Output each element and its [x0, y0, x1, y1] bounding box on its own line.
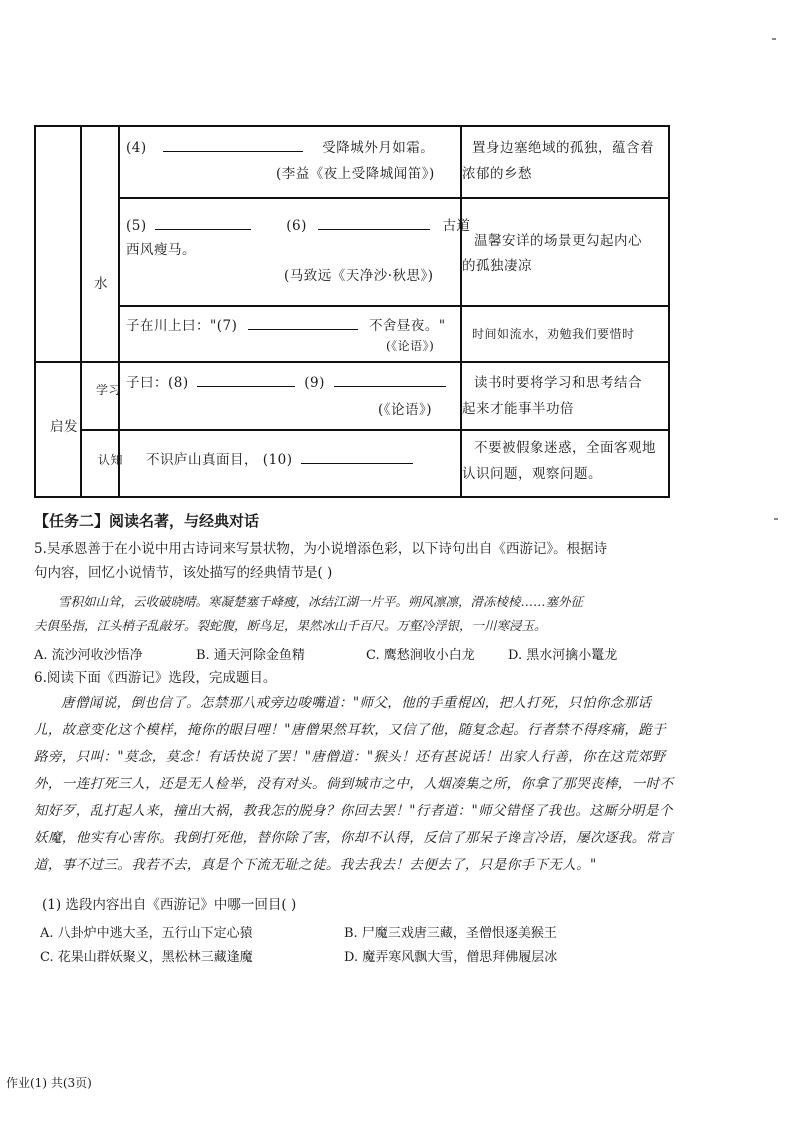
q6-passage: 唐僧闻说，倒也信了。怎禁那八戒旁边唆嘴道："师父，他的手重棍凶，把人打死，只怕你念那话儿，故意变化这个模样，掩你的眼目哩！"唐僧果然耳软，又信了他，随复念起。行者禁不得疼痛，跪于路旁，只叫："莫念，莫念！有话快说了罢！"唐僧道："猴头！还有甚说话！出家人行善，你在这荒郊野外，一连打死三人，还是无人检举，没有对头。倘到城市之中，人烟凑集之所，你拿了那哭丧棒，一时不知好歹，乱打起人来，撞出大祸，教我怎的脱身？你回去罢！"行者道："师父错怪了我也。这厮分明是个妖魔，他实有心害你。我倒打死他，替你除了害，你却不认得，反信了那呆子谗言冷语，屡次逐我。常言道，事不过三。我若不去，真是个下流无耻之徒。我去我去！去便去了，只是你手下无人。": [34, 695, 674, 873]
q5-option-c[interactable]: C. 鹰愁涧收小白龙: [366, 648, 475, 663]
q5-option-a[interactable]: A. 流沙河收沙悟净: [34, 648, 143, 663]
row-label-cognition: 认知: [98, 453, 124, 467]
answer-blank-10[interactable]: [301, 449, 413, 464]
row-3-comment: 时间如流水，劝勉我们要惜时: [472, 327, 635, 341]
row-4-comment-1: 读书时要将学习和思考结合: [474, 375, 642, 391]
row-4-line-1: 子曰：(8) (9): [126, 370, 450, 396]
row-label-enlighten: 启发: [50, 419, 78, 435]
q6-sub1-option-a[interactable]: A. 八卦炉中逃大圣，五行山下定心猿: [40, 926, 253, 941]
q5-poem-line-1: 雪积如山耸，云收破晓晴。寒凝楚塞千峰瘦，冰结江湖一片平。朔风凛凛，滑冻棱棱……塞外征: [58, 594, 584, 609]
row-3-line-1: 子在川上曰："(7) 不舍昼夜。": [126, 313, 446, 339]
row-label-study: 学习: [96, 383, 122, 397]
q6-sub1-stem: (1) 选段内容出自《西游记》中哪一回目( ): [42, 897, 297, 913]
scan-speck: [774, 518, 778, 520]
row-1-comment-1: 置身边塞绝域的孤独，蕴含着: [472, 140, 654, 156]
row-3-source: (《论语》): [386, 339, 435, 353]
row-2-line-1: (5) (6) 古道: [126, 213, 470, 239]
q6-sub1-option-d[interactable]: D. 魔弄寒风飘大雪，僧思拜佛履层冰: [344, 950, 558, 965]
row-2-comment-1: 温馨安详的场景更勾起内心: [474, 233, 642, 249]
poetry-table: [34, 125, 670, 498]
q5-poem-line-2: 夫俱坠指，江头梢子乱敲牙。裂蛇腹，断鸟足，果然冰山千百尺。万壑冷浮银，一川寒浸玉。: [34, 618, 547, 633]
q6-stem: 6.阅读下面《西游记》选段，完成题目。: [34, 670, 277, 686]
q5-stem-line-1: 5.吴承恩善于在小说中用古诗词来写景状物，为小说增添色彩，以下诗句出自《西游记》。根据诗: [34, 541, 608, 557]
row-2-line-2: 西风瘦马。: [126, 242, 196, 258]
row-5-comment-2: 认识问题，观察问题。: [462, 466, 602, 482]
q6-sub1-option-c[interactable]: C. 花果山群妖聚义，黑松林三藏逢魔: [40, 950, 253, 965]
page-footer: 作业(1) 共(3页): [6, 1076, 92, 1090]
q5-stem-line-2: 句内容，回忆小说情节，该处描写的经典情节是( ): [34, 565, 333, 581]
row-1-line-1: (4) 受降城外月如霜。: [126, 135, 434, 161]
q5-option-b[interactable]: B. 通天河除金鱼精: [196, 648, 305, 663]
row-2-source: (马致远《天净沙·秋思》): [284, 268, 434, 284]
row-label-water: 水: [94, 276, 108, 292]
q6-sub1-option-b[interactable]: B. 尸魔三戏唐三藏，圣僧恨逐美猴王: [344, 926, 557, 941]
answer-blank-6[interactable]: [318, 215, 430, 230]
task-two-heading: 【任务二】阅读名著，与经典对话: [34, 512, 260, 530]
scan-speck: [772, 38, 776, 40]
row-5-line-1: 不识庐山真面目， (10): [146, 447, 417, 473]
row-2-comment-2: 的孤独凄凉: [462, 258, 532, 274]
answer-blank-4[interactable]: [163, 137, 303, 152]
answer-blank-7[interactable]: [248, 315, 358, 330]
row-1-comment-2: 浓郁的乡愁: [462, 166, 532, 182]
row-4-source: (《论语》): [378, 402, 433, 418]
answer-blank-9[interactable]: [334, 372, 446, 387]
row-1-source: (李益《夜上受降城闻笛》): [276, 166, 435, 182]
row-4-comment-2: 起来才能事半功倍: [462, 401, 574, 417]
row-5-comment-1: 不要被假象迷惑，全面客观地: [474, 440, 656, 456]
answer-blank-5[interactable]: [155, 215, 251, 230]
answer-blank-8[interactable]: [197, 372, 295, 387]
q5-option-d[interactable]: D. 黑水河擒小鼍龙: [508, 648, 618, 663]
